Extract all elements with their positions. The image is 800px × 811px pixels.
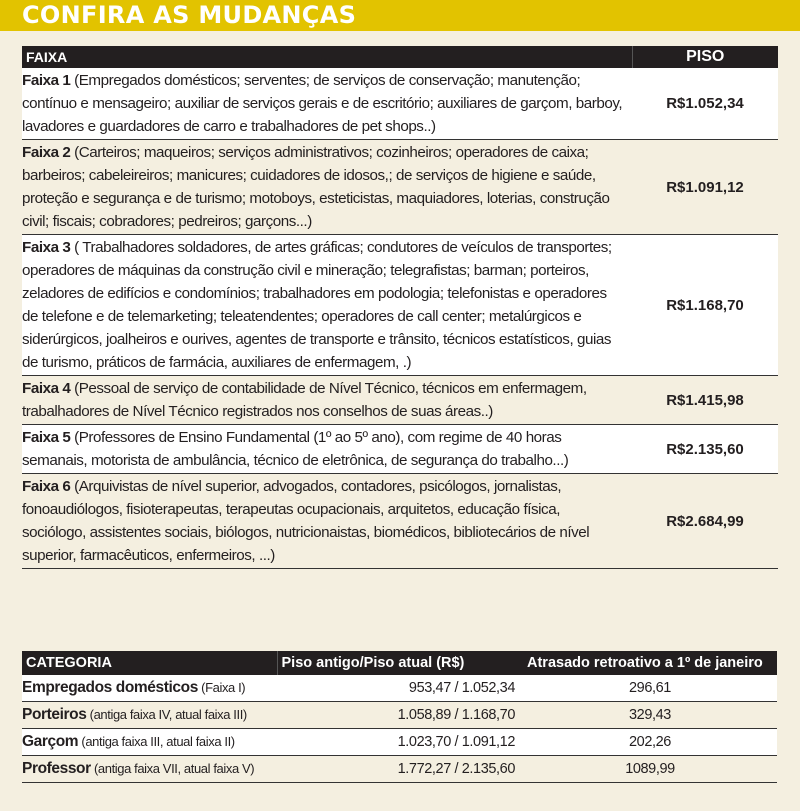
faixa-text: (Empregados domésticos; serventes; de serviços de conservação; manutenção; contínuo e mensageiro; auxiliar de serviços gerais e de escritório; auxiliares de garçom, barboy, lavadores e guardadores de carro e trabalhadores de pet shops..) xyxy=(22,72,623,135)
header-piso: PISO xyxy=(632,46,778,68)
faixa-text: (Professores de Ensino Fundamental (1º ao 5º ano), com regime de 40 horas semanais, motorista de ambulância, técnico de eletrônica, de segurança do trabalho...) xyxy=(22,429,569,469)
table-row xyxy=(22,235,778,376)
atrasado-value: 329,43 xyxy=(523,702,777,729)
faixa-description xyxy=(22,235,632,376)
table-row xyxy=(22,675,777,702)
categoria-cell xyxy=(22,702,277,729)
atrasado-value: 1089,99 xyxy=(523,756,777,783)
faixa-text: ( Trabalhadores soldadores, de artes gráficas; condutores de veículos de transportes; operadores de máquinas da construção civil e mineração; telegrafistas; barman; porteiros, zeladores de edifícios e condomínios; trabalhadores em podologia; telefonistas e operadores de telefone e de telemarketing; teleatendentes; operadores de call center; metalúrgicos e siderúrgicos, joalheiros e ourives, agentes de transporte e trânsito, técnicos estatísticos, guias de turismo, práticos de farmácia, auxiliares de enfermagem, .) xyxy=(22,239,612,371)
atrasado-value: 296,61 xyxy=(523,675,777,702)
faixa-description xyxy=(22,376,632,425)
faixa-description xyxy=(22,474,632,569)
header-piso-antigo-atual: Piso antigo/Piso atual (R$) xyxy=(277,651,523,675)
faixa-label: Faixa 5 xyxy=(22,429,71,446)
faixa-piso: R$1.091,12 xyxy=(632,140,778,235)
faixa-description xyxy=(22,425,632,474)
faixa-piso: R$2.684,99 xyxy=(632,474,778,569)
faixa-piso: R$1.052,34 xyxy=(632,68,778,140)
faixa-piso: R$1.168,70 xyxy=(632,235,778,376)
categoria-name: Empregados domésticos xyxy=(22,679,198,696)
header-faixa: FAIXA xyxy=(22,46,632,68)
faixa-text: (Arquivistas de nível superior, advogados, contadores, psicólogos, jornalistas, fonoaudiólogos, fisioterapeutas, terapeutas ocupacionais, arquitetos, educação física, sociólogo, assistentes sociais, biólogos, nutricionaistas, biomédicos, bibliotecários de nível superior, farmacêuticos, enfermeiros, ...) xyxy=(22,478,590,564)
table-row xyxy=(22,702,777,729)
piso-value: 1.058,89 / 1.168,70 xyxy=(277,702,523,729)
faixa-label: Faixa 4 xyxy=(22,380,71,397)
categoria-name: Garçom xyxy=(22,733,79,750)
title-bar xyxy=(0,0,800,31)
table-row xyxy=(22,756,777,783)
piso-value: 1.772,27 / 2.135,60 xyxy=(277,756,523,783)
faixa-label: Faixa 3 xyxy=(22,239,71,256)
categoria-cell xyxy=(22,675,277,702)
faixa-label: Faixa 6 xyxy=(22,478,71,495)
table-row xyxy=(22,376,778,425)
categoria-cell xyxy=(22,729,277,756)
categoria-name: Professor xyxy=(22,760,91,777)
page-title: CONFIRA AS MUDANÇAS xyxy=(22,1,357,29)
categorias-header-row xyxy=(22,651,777,675)
piso-value: 1.023,70 / 1.091,12 xyxy=(277,729,523,756)
categoria-cell xyxy=(22,756,277,783)
categoria-detail: (Faixa I) xyxy=(197,680,246,695)
table-row xyxy=(22,729,777,756)
header-categoria: CATEGORIA xyxy=(22,651,277,675)
table-row xyxy=(22,425,778,474)
faixa-text: (Pessoal de serviço de contabilidade de Nível Técnico, técnicos em enfermagem, trabalhadores de Nível Técnico registrados nos conselhos de suas áreas..) xyxy=(22,380,587,420)
faixa-label: Faixa 2 xyxy=(22,144,71,161)
faixas-header-row xyxy=(22,46,778,68)
faixa-piso: R$1.415,98 xyxy=(632,376,778,425)
piso-value: 953,47 / 1.052,34 xyxy=(277,675,523,702)
faixa-text: (Carteiros; maqueiros; serviços administrativos; cozinheiros; operadores de caixa; barbeiros; cabeleireiros; manicures; cuidadores de idosos,; de serviços de higiene e saúde, proteção e segurança e de turismo; motoboys, esteticistas, maquiadores, loterias, construção civil; fiscais; cobradores; pedreiros; garçons...) xyxy=(22,144,610,230)
table-row xyxy=(22,68,778,140)
header-atrasado: Atrasado retroativo a 1º de janeiro xyxy=(523,651,777,675)
categoria-detail: (antiga faixa IV, atual faixa III) xyxy=(86,707,247,722)
table-row xyxy=(22,474,778,569)
faixa-description xyxy=(22,140,632,235)
categoria-name: Porteiros xyxy=(22,706,87,723)
atrasado-value: 202,26 xyxy=(523,729,777,756)
faixa-piso: R$2.135,60 xyxy=(632,425,778,474)
faixas-table xyxy=(22,46,778,569)
categoria-detail: (antiga faixa VII, atual faixa V) xyxy=(90,761,255,776)
categoria-detail: (antiga faixa III, atual faixa II) xyxy=(78,734,235,749)
table-row xyxy=(22,140,778,235)
faixa-label: Faixa 1 xyxy=(22,72,71,89)
faixa-description xyxy=(22,68,632,140)
categorias-table xyxy=(22,651,777,783)
